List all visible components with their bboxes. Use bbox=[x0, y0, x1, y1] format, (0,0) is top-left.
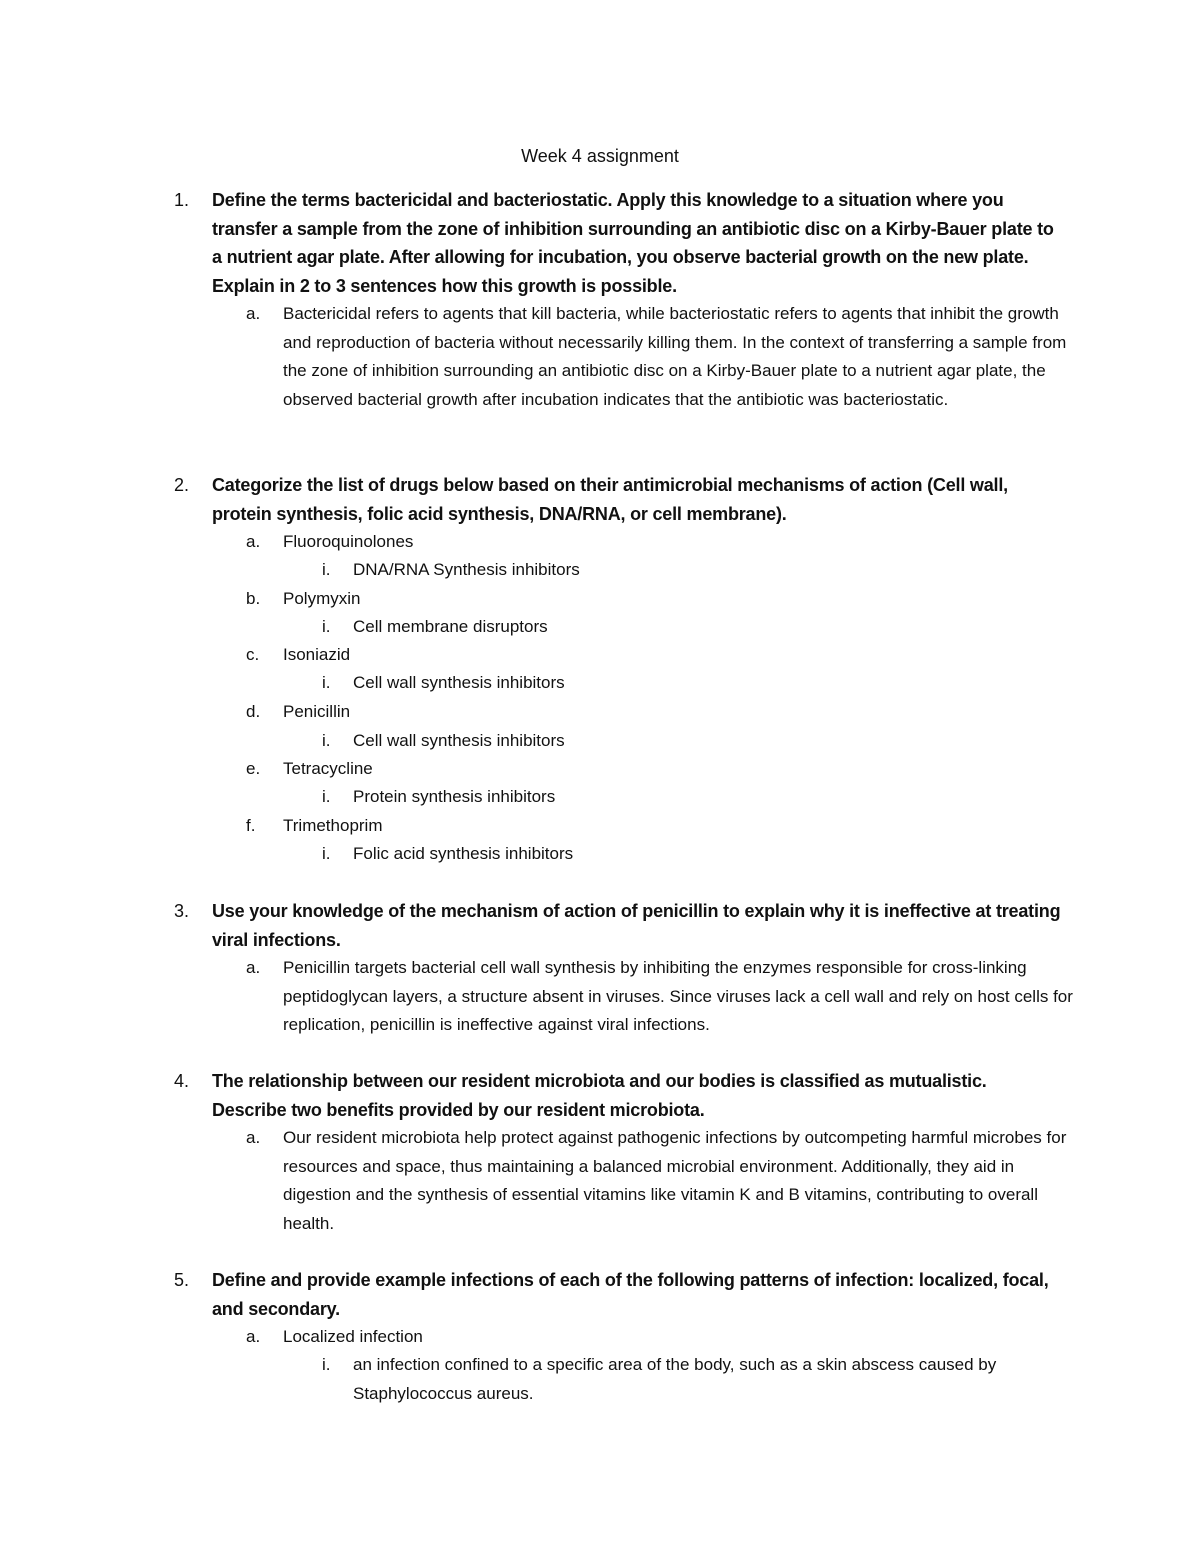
question-2-item-c-text: Isoniazid bbox=[283, 645, 351, 664]
question-2-item-f-sub-label: i. bbox=[322, 844, 331, 863]
question-2-item-e-sub-label: i. bbox=[322, 787, 331, 806]
question-3-answer-a-label: a. bbox=[246, 958, 261, 977]
question-2-item-a-sub-label: i. bbox=[322, 560, 331, 579]
question-2-item-b-label: b. bbox=[246, 589, 261, 608]
question-4-answer-a-text: Our resident microbiota help protect against pathogenic infections by outcompeting harmful microbes for resources and space, thus maintaining a balanced microbial environment. Additionally, they aid in digestion and the synthesis of essential vitamins like vitamin K and B vitamins, contributing to overall health. bbox=[283, 1128, 1067, 1233]
question-2-item-f-sub-text: Folic acid synthesis inhibitors bbox=[353, 844, 574, 863]
question-2-item-a-text: Fluoroquinolones bbox=[283, 532, 414, 551]
question-5-answer-a-text: Localized infection bbox=[283, 1327, 423, 1346]
question-3-number: 3. bbox=[174, 901, 190, 921]
question-1-answer-a-label: a. bbox=[246, 304, 261, 323]
question-1-prompt: Define the terms bactericidal and bacteriostatic. Apply this knowledge to a situation where you transfer a sample from the zone of inhibition surrounding an antibiotic disc on a Kirby-Bauer plate to a nutrient agar plate. After allowing for incubation, you observe bacterial growth on the new plate. Explain in 2 to 3 sentences how this growth is possible. bbox=[212, 190, 1054, 296]
question-2-item-f-label: f. bbox=[246, 816, 256, 835]
question-3-prompt: Use your knowledge of the mechanism of action of penicillin to explain why it is ineffective at treating viral infections. bbox=[212, 901, 1061, 950]
question-5-prompt: Define and provide example infections of each of the following patterns of infection: localized, focal, and secondary. bbox=[212, 1270, 1049, 1319]
question-2-item-c-sub-text: Cell wall synthesis inhibitors bbox=[353, 673, 565, 692]
question-2-item-b-sub-text: Cell membrane disruptors bbox=[353, 617, 548, 636]
question-5-number: 5. bbox=[174, 1270, 190, 1290]
question-2-prompt: Categorize the list of drugs below based on their antimicrobial mechanisms of action (Cell wall, protein synthesis, folic acid synthesis, DNA/RNA, or cell membrane). bbox=[212, 475, 1008, 524]
question-2-item-d-sub-label: i. bbox=[322, 731, 331, 750]
question-2-item-f-text: Trimethoprim bbox=[283, 816, 383, 835]
question-2-item-e-text: Tetracycline bbox=[283, 759, 373, 778]
question-2-item-c-label: c. bbox=[246, 645, 260, 664]
question-2-item-a-sub-text: DNA/RNA Synthesis inhibitors bbox=[353, 560, 580, 579]
question-5-answer-a-label: a. bbox=[246, 1327, 261, 1346]
question-2-item-e-sub-text: Protein synthesis inhibitors bbox=[353, 787, 556, 806]
question-3-answer-a-text: Penicillin targets bacterial cell wall synthesis by inhibiting the enzymes responsible for cross-linking peptidoglycan layers, a structure absent in viruses. Since viruses lack a cell wall and rely on host cells for replication, penicillin is ineffective against viral infections. bbox=[283, 958, 1073, 1034]
question-2-item-b-sub-label: i. bbox=[322, 617, 331, 636]
question-2-item-d-sub-text: Cell wall synthesis inhibitors bbox=[353, 731, 565, 750]
page-title: Week 4 assignment bbox=[521, 146, 679, 166]
question-4-number: 4. bbox=[174, 1071, 190, 1091]
question-4-answer-a-label: a. bbox=[246, 1128, 261, 1147]
question-2-item-a-label: a. bbox=[246, 532, 261, 551]
question-2-number: 2. bbox=[174, 475, 190, 495]
question-5-answer-a-sub-text: an infection confined to a specific area of the body, such as a skin abscess caused by Staphylococcus aureus. bbox=[353, 1355, 997, 1403]
question-1-number: 1. bbox=[174, 190, 190, 210]
question-2-item-b-text: Polymyxin bbox=[283, 589, 361, 608]
question-2-item-e-label: e. bbox=[246, 759, 261, 778]
question-5-answer-a-sub-label: i. bbox=[322, 1355, 331, 1374]
question-2-item-d-label: d. bbox=[246, 702, 261, 721]
question-1-answer-a-text: Bactericidal refers to agents that kill bacteria, while bacteriostatic refers to agents that inhibit the growth and reproduction of bacteria without necessarily killing them. In the context of transferring a sample from the zone of inhibition surrounding an antibiotic disc on a Kirby-Bauer plate to a nutrient agar plate, the observed bacterial growth after incubation indicates that the antibiotic was bacteriostatic. bbox=[283, 304, 1067, 409]
question-2-item-d-text: Penicillin bbox=[283, 702, 351, 721]
question-4-prompt: The relationship between our resident microbiota and our bodies is classified as mutualistic. Describe two benefits provided by our resident microbiota. bbox=[212, 1071, 987, 1120]
question-2-item-c-sub-label: i. bbox=[322, 673, 331, 692]
